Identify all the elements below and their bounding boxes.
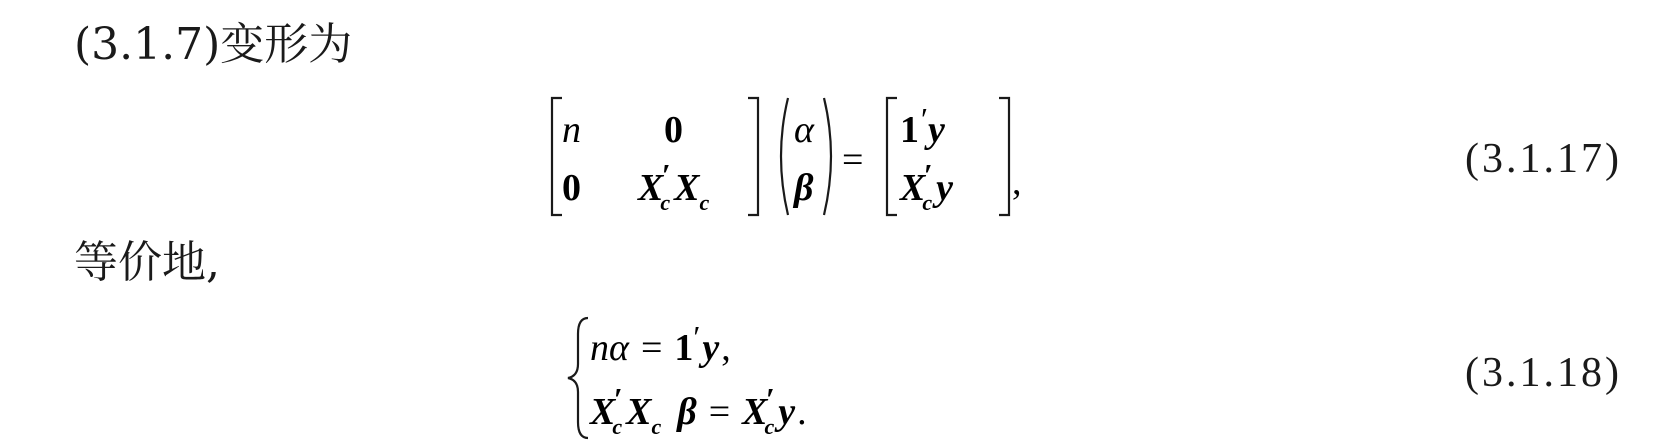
- intro-text: (3.1.7)变形为: [74, 19, 353, 70]
- vector-rhs-right-bracket: [999, 98, 1009, 215]
- vector-rhs-r1: 1′y: [900, 101, 945, 151]
- equation-3-1-18-svg: [560, 312, 980, 442]
- vector-alpha: α: [794, 109, 814, 151]
- matrix-left-bracket: [552, 98, 562, 215]
- equals-sign: =: [842, 139, 864, 181]
- system-line-2: X′ c Xc β = X′ c y.: [590, 381, 807, 439]
- matrix-r2c1: 0: [562, 167, 581, 209]
- equation-3-1-17: [540, 94, 1060, 219]
- equivalent-text: 等价地,: [74, 237, 220, 288]
- equation-number-3-1-17: (3.1.17): [1465, 136, 1622, 182]
- left-brace: [568, 318, 588, 438]
- equation-3-1-17-svg: [540, 94, 1060, 219]
- matrix-right-bracket: [748, 98, 758, 215]
- matrix-r1c2: 0: [664, 109, 683, 151]
- system-line-1: nα = 1′y,: [590, 319, 731, 369]
- equation-3-1-18: [560, 312, 980, 442]
- matrix-r2c2: X′ c Xc: [638, 157, 710, 215]
- vector-beta: β: [794, 167, 814, 209]
- vector-rhs-r2: X′ c y: [900, 157, 953, 215]
- matrix-r1c1: n: [562, 109, 581, 151]
- vector-rhs-left-bracket: [887, 98, 897, 215]
- equation-number-3-1-18: (3.1.18): [1465, 350, 1622, 396]
- vector-lhs-left-paren: [781, 98, 788, 215]
- vector-lhs-right-paren: [824, 98, 831, 215]
- trailing-comma: ,: [1012, 161, 1022, 203]
